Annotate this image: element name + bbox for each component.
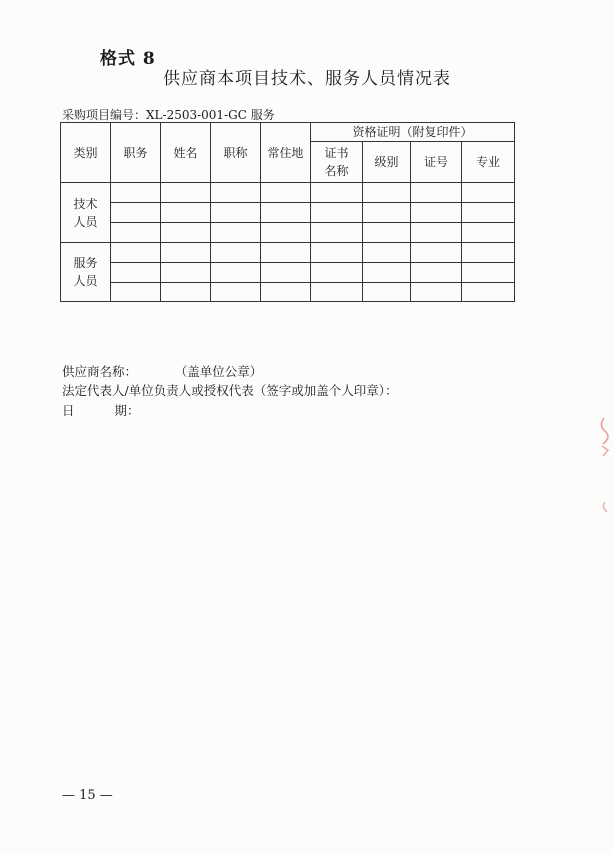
header-position: 职务 <box>111 123 161 183</box>
table-cell[interactable] <box>462 243 515 263</box>
table-cell[interactable] <box>411 223 462 243</box>
table-cell[interactable] <box>211 183 261 203</box>
header-category: 类别 <box>61 123 111 183</box>
category-service: 服务 人员 <box>61 243 111 302</box>
table-cell[interactable] <box>111 283 161 302</box>
table-cell[interactable] <box>311 203 363 223</box>
table-cell[interactable] <box>311 283 363 302</box>
table-cell[interactable] <box>161 223 211 243</box>
table-cell[interactable] <box>363 243 411 263</box>
header-cert-name: 证书 名称 <box>311 142 363 183</box>
table-cell[interactable] <box>111 263 161 283</box>
header-residence: 常住地 <box>261 123 311 183</box>
project-number: 采购项目编号：XL-2503-001-GC 服务 <box>62 108 275 122</box>
table-cell[interactable] <box>111 223 161 243</box>
table-cell[interactable] <box>311 263 363 283</box>
staff-table <box>60 122 515 302</box>
table-cell[interactable] <box>211 243 261 263</box>
table-cell[interactable] <box>161 243 211 263</box>
date-label-day: 日 <box>62 403 75 418</box>
table-cell[interactable] <box>261 183 311 203</box>
table-cell[interactable] <box>161 203 211 223</box>
table-row <box>61 283 515 302</box>
page-number: — 15 — <box>62 788 113 803</box>
header-major: 专业 <box>462 142 515 183</box>
table-cell[interactable] <box>111 183 161 203</box>
table-cell[interactable] <box>111 203 161 223</box>
table-cell[interactable] <box>462 203 515 223</box>
table-cell[interactable] <box>363 263 411 283</box>
table-cell[interactable] <box>261 223 311 243</box>
table-cell[interactable] <box>462 223 515 243</box>
table-cell[interactable] <box>161 263 211 283</box>
table-cell[interactable] <box>411 243 462 263</box>
table-row <box>61 263 515 283</box>
table-cell[interactable] <box>411 183 462 203</box>
header-name: 姓名 <box>161 123 211 183</box>
legal-rep-line: 法定代表人/单位负责人或授权代表（签字或加盖个人印章）： <box>62 383 398 398</box>
table-cell[interactable] <box>211 203 261 223</box>
table-cell[interactable] <box>211 263 261 283</box>
header-level: 级别 <box>363 142 411 183</box>
header-qualification-group: 资格证明（附复印件） <box>311 123 515 142</box>
document-title: 供应商本项目技术、服务人员情况表 <box>163 69 451 89</box>
table-cell[interactable] <box>363 183 411 203</box>
table-cell[interactable] <box>111 243 161 263</box>
table-cell[interactable] <box>462 263 515 283</box>
table-cell[interactable] <box>411 283 462 302</box>
seal-hint: （盖单位公章） <box>181 364 263 379</box>
table-cell[interactable] <box>411 203 462 223</box>
table-cell[interactable] <box>462 283 515 302</box>
red-stamp-edge <box>590 412 612 522</box>
table-cell[interactable] <box>211 283 261 302</box>
header-title: 职称 <box>211 123 261 183</box>
table-row <box>61 223 515 243</box>
table-cell[interactable] <box>161 183 211 203</box>
table-cell[interactable] <box>261 243 311 263</box>
table-cell[interactable] <box>261 263 311 283</box>
table-cell[interactable] <box>161 283 211 302</box>
table-cell[interactable] <box>363 203 411 223</box>
date-line <box>62 401 140 419</box>
table-row <box>61 203 515 223</box>
format-label: 格式 8 <box>100 49 156 69</box>
table-cell[interactable] <box>363 283 411 302</box>
table-row <box>61 243 515 263</box>
table-cell[interactable] <box>261 203 311 223</box>
table-row <box>61 183 515 203</box>
supplier-label: 供应商名称： <box>62 364 138 379</box>
header-cert-no: 证号 <box>411 142 462 183</box>
table-cell[interactable] <box>261 283 311 302</box>
supplier-line <box>62 362 262 380</box>
table-cell[interactable] <box>211 223 261 243</box>
table-cell[interactable] <box>462 183 515 203</box>
table-cell[interactable] <box>411 263 462 283</box>
table-cell[interactable] <box>311 183 363 203</box>
table-cell[interactable] <box>363 223 411 243</box>
date-label-colon: 期： <box>114 403 140 418</box>
table-cell[interactable] <box>311 243 363 263</box>
table-cell[interactable] <box>311 223 363 243</box>
category-technical: 技术 人员 <box>61 183 111 243</box>
